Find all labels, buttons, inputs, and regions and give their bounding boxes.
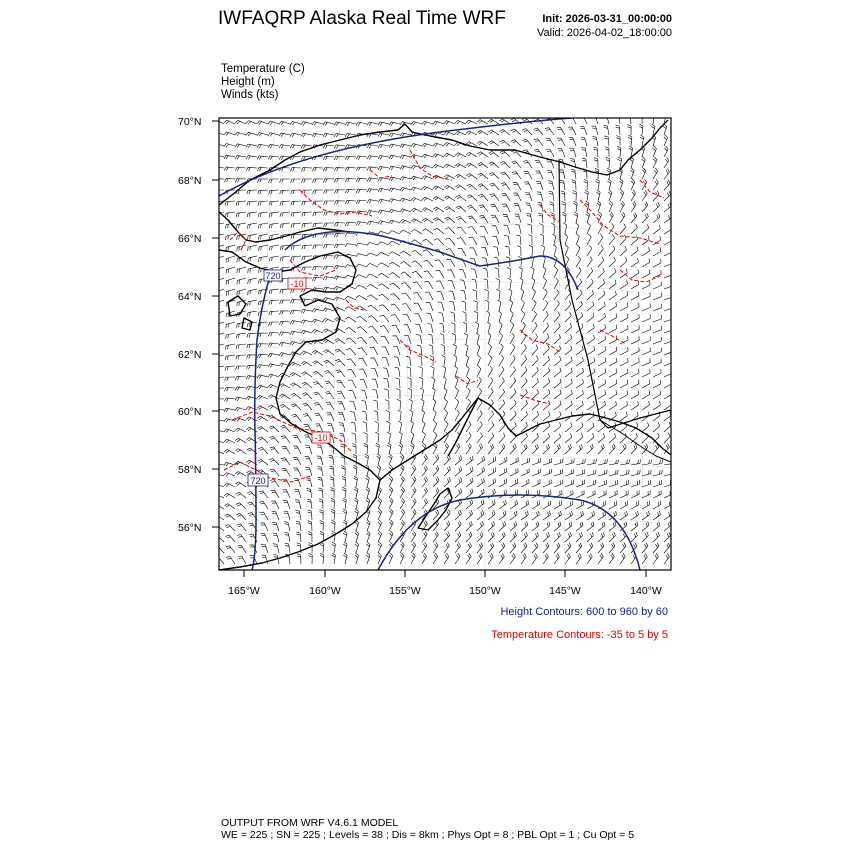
svg-text:720: 720 bbox=[265, 271, 281, 281]
svg-text:-10: -10 bbox=[314, 433, 328, 443]
height-label-a bbox=[264, 270, 282, 281]
lon-label-145: 145°W bbox=[549, 585, 581, 597]
longitude-axis bbox=[228, 570, 662, 597]
height-contour-legend: Height Contours: 600 to 960 by 60 bbox=[500, 606, 668, 618]
lat-label-66: 66°N bbox=[178, 233, 202, 245]
wind-barb-field bbox=[213, 113, 674, 564]
lat-label-62: 62°N bbox=[178, 349, 202, 361]
wind-barbs bbox=[213, 113, 674, 564]
lon-label-150: 150°W bbox=[469, 585, 501, 597]
latitude-axis bbox=[178, 116, 219, 534]
lat-label-56: 56°N bbox=[178, 522, 202, 534]
variable-winds: Winds (kts) bbox=[221, 89, 279, 101]
lat-label-58: 58°N bbox=[178, 464, 202, 476]
lon-label-165: 165°W bbox=[228, 585, 260, 597]
lat-label-60: 60°N bbox=[178, 406, 202, 418]
plot-title: IWFAQRP Alaska Real Time WRF bbox=[218, 8, 506, 29]
variable-temperature: Temperature (C) bbox=[221, 63, 305, 75]
model-footer-line1: OUTPUT FROM WRF V4.6.1 MODEL bbox=[221, 817, 399, 829]
svg-text:720: 720 bbox=[250, 476, 266, 486]
lon-label-155: 155°W bbox=[389, 585, 421, 597]
lat-label-64: 64°N bbox=[178, 291, 202, 303]
lon-label-160: 160°W bbox=[309, 585, 341, 597]
lat-label-70: 70°N bbox=[178, 116, 202, 128]
temp-label-a bbox=[288, 278, 306, 289]
height-label-b bbox=[248, 474, 268, 486]
valid-time: Valid: 2026-04-02_18:00:00 bbox=[537, 27, 672, 39]
temperature-contour-legend: Temperature Contours: -35 to 5 by 5 bbox=[491, 629, 668, 641]
lat-label-68: 68°N bbox=[178, 175, 202, 187]
lon-label-140: 140°W bbox=[630, 585, 662, 597]
variable-height: Height (m) bbox=[221, 76, 275, 88]
temp-label-b bbox=[312, 432, 330, 443]
svg-text:-10: -10 bbox=[290, 279, 304, 289]
model-footer-line2: WE = 225 ; SN = 225 ; Levels = 38 ; Dis = 8km ; Phys Opt = 8 ; PBL Opt = 1 ; Cu Opt = 5 bbox=[221, 829, 635, 841]
init-time: Init: 2026-03-31_00:00:00 bbox=[542, 13, 672, 25]
